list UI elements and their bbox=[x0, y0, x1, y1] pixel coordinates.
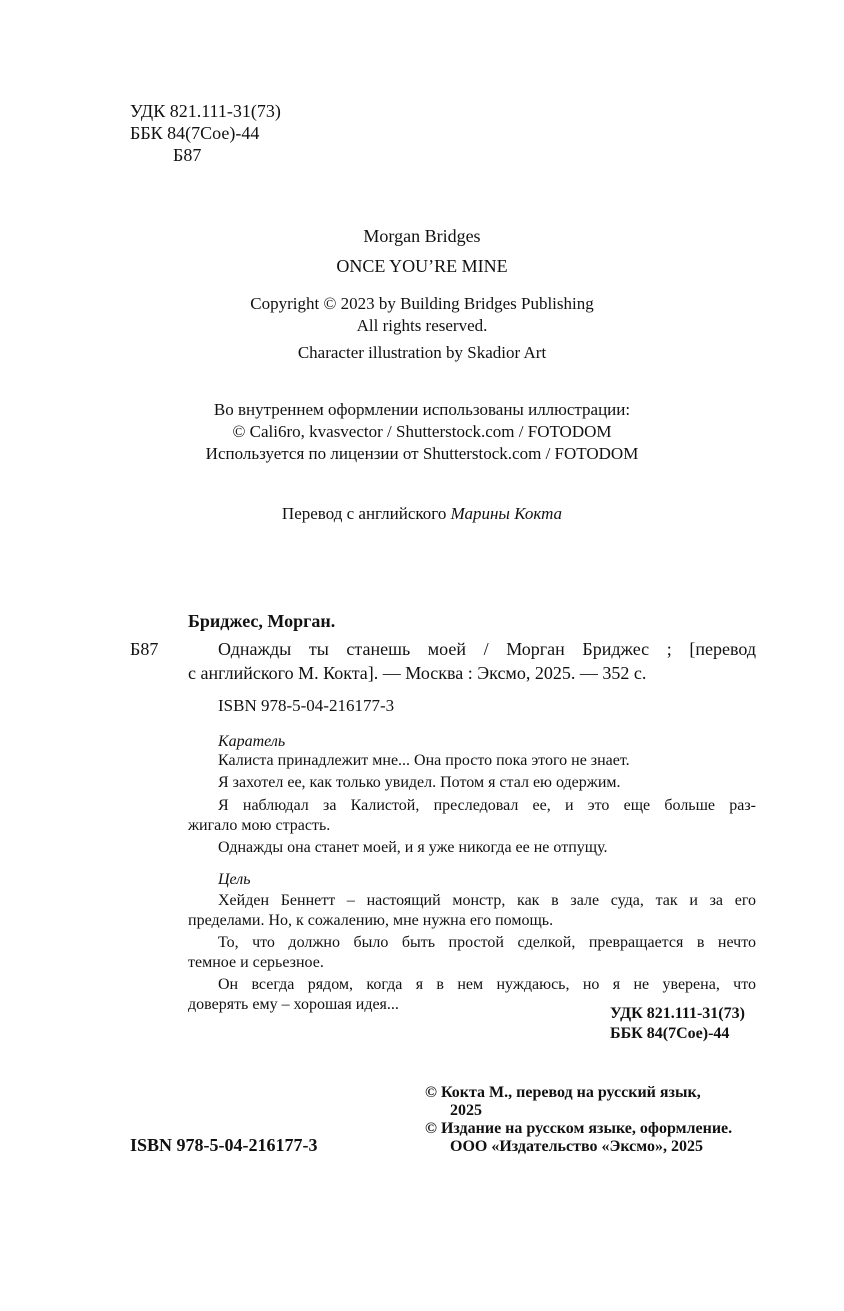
bbk-code-bottom: ББК 84(7Сое)-44 bbox=[610, 1025, 730, 1042]
catalog-entry-line2: с английского М. Кокта]. — Москва : Эксмо, 2025. — 352 с. bbox=[188, 663, 647, 683]
illustrations-notice-line3: Используется по лицензии от Shutterstock.com / FOTODOM bbox=[205, 444, 639, 463]
translation-prefix: Перевод с английского bbox=[281, 504, 447, 523]
illustrations-notice-line1: Во внутреннем оформлении использованы иллюстрации: bbox=[213, 400, 631, 419]
illustration-credit: Character illustration by Skadior Art bbox=[297, 343, 547, 362]
copyright-translation-line2: 2025 bbox=[450, 1102, 482, 1119]
copyright-edition-line2: ООО «Издательство «Эксмо», 2025 bbox=[450, 1138, 703, 1155]
annotation-section2-p2-line1: То, что должно было быть простой сделкой, превращается в нечто bbox=[218, 934, 756, 951]
rights-line: All rights reserved. bbox=[356, 316, 488, 335]
annotation-section2-p3-line1: Он всегда рядом, когда я в нем нуждаюсь, но я не уверена, что bbox=[218, 976, 756, 993]
annotation-section2-title: Цель bbox=[218, 871, 251, 888]
annotation-section2-p1-line2: пределами. Но, к сожалению, мне нужна его помощь. bbox=[188, 912, 554, 929]
translator-name: Марины Кокта bbox=[450, 504, 563, 523]
catalog-entry-line1: Однажды ты станешь моей / Морган Бриджес ; [перевод bbox=[218, 639, 756, 659]
annotation-section2-p1-line1: Хейден Беннетт – настоящий монстр, как в зале суда, так и за его bbox=[218, 892, 756, 909]
author-mark-top: Б87 bbox=[173, 145, 202, 165]
catalog-mark: Б87 bbox=[130, 639, 159, 659]
original-author: Morgan Bridges bbox=[363, 226, 481, 246]
annotation-section2-p3-line2: доверять ему – хорошая идея... bbox=[188, 996, 399, 1013]
annotation-section1-p3-line1: Я наблюдал за Калистой, преследовал ее, и это еще больше раз- bbox=[218, 797, 756, 814]
illustrations-notice-line2: © Cali6ro, kvasvector / Shutterstock.com / FOTODOM bbox=[232, 422, 612, 441]
copyright-line: Copyright © 2023 by Building Bridges Publishing bbox=[250, 294, 594, 313]
copyright-edition-line1: © Издание на русском языке, оформление. bbox=[425, 1120, 733, 1137]
udk-code-top: УДК 821.111-31(73) bbox=[130, 101, 281, 121]
footer-isbn: ISBN 978-5-04-216177-3 bbox=[130, 1135, 318, 1155]
annotation-section1-p2: Я захотел ее, как только увидел. Потом я стал ею одержим. bbox=[218, 774, 621, 791]
annotation-section1-p1: Калиста принадлежит мне... Она просто пока этого не знает. bbox=[218, 752, 630, 769]
original-title: ONCE YOU’RE MINE bbox=[336, 256, 508, 276]
translation-credit bbox=[0, 503, 844, 525]
copyright-translation-line1: © Кокта М., перевод на русский язык, bbox=[425, 1084, 701, 1101]
catalog-isbn: ISBN 978-5-04-216177-3 bbox=[218, 696, 395, 715]
annotation-section1-title: Каратель bbox=[218, 733, 286, 750]
bbk-code-top: ББК 84(7Сое)-44 bbox=[130, 123, 260, 143]
annotation-section1-p4: Однажды она станет моей, и я уже никогда ее не отпущу. bbox=[218, 839, 608, 856]
catalog-author-heading: Бриджес, Морган. bbox=[188, 611, 336, 631]
udk-code-bottom: УДК 821.111-31(73) bbox=[610, 1005, 745, 1022]
annotation-section2-p2-line2: темное и серьезное. bbox=[188, 954, 324, 971]
annotation-section1-p3-line2: жигало мою страсть. bbox=[188, 817, 331, 834]
